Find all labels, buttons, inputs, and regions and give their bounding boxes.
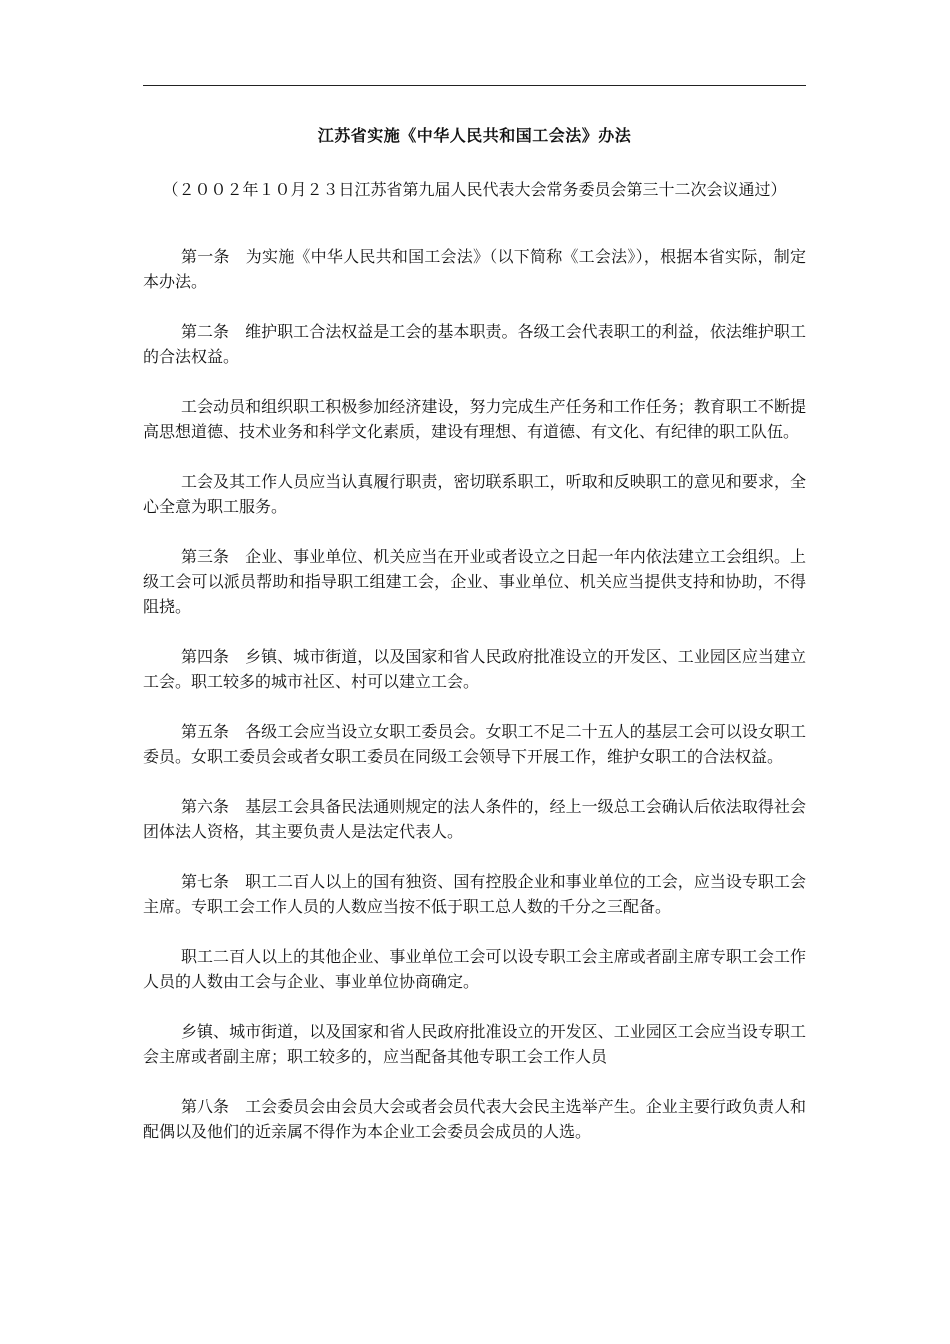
article-label: 第六条 — [181, 797, 230, 816]
document-title: 江苏省实施《中华人民共和国工会法》办法 — [317, 126, 632, 145]
paragraph-text: 职工二百人以上的其他企业、事业单位工会可以设专职工会主席或者副主席专职工会工作人员的人数由工会与企业、事业单位协商确定。 — [143, 947, 806, 991]
paragraph-text: 工会动员和组织职工积极参加经济建设，努力完成生产任务和工作任务；教育职工不断提高思想道德、技术业务和科学文化素质，建设有理想、有道德、有文化、有纪律的职工队伍。 — [143, 397, 806, 441]
paragraph-9 — [143, 869, 806, 919]
paragraph-text: 工会及其工作人员应当认真履行职责，密切联系职工，听取和反映职工的意见和要求，全心全意为职工服务。 — [143, 472, 806, 516]
article-label: 第一条 — [181, 247, 230, 266]
paragraph-text: 各级工会应当设立女职工委员会。女职工不足二十五人的基层工会可以设女职工委员。女职工委员会或者女职工委员在同级工会领导下开展工作，维护女职工的合法权益。 — [143, 722, 806, 766]
paragraph-4 — [143, 469, 806, 519]
paragraph-text: 乡镇、城市街道，以及国家和省人民政府批准设立的开发区、工业园区工会应当设专职工会主席或者副主席；职工较多的，应当配备其他专职工会工作人员 — [143, 1022, 806, 1066]
paragraph-8 — [143, 794, 806, 844]
article-label: 第五条 — [181, 722, 230, 741]
document-subtitle: （２００２年１０月２３日江苏省第九届人民代表大会常务委员会第三十二次会议通过） — [162, 180, 787, 199]
paragraph-text: 基层工会具备民法通则规定的法人条件的，经上一级总工会确认后依法取得社会团体法人资格，其主要负责人是法定代表人。 — [143, 797, 806, 841]
paragraph-text: 职工二百人以上的国有独资、国有控股企业和事业单位的工会，应当设专职工会主席。专职工会工作人员的人数应当按不低于职工总人数的千分之三配备。 — [143, 872, 806, 916]
paragraph-text: 维护职工合法权益是工会的基本职责。各级工会代表职工的利益，依法维护职工的合法权益。 — [143, 322, 806, 366]
header-rule — [143, 85, 806, 86]
paragraph-3 — [143, 394, 806, 444]
paragraph-text: 乡镇、城市街道，以及国家和省人民政府批准设立的开发区、工业园区应当建立工会。职工较多的城市社区、村可以建立工会。 — [143, 647, 806, 691]
article-label: 第二条 — [181, 322, 230, 341]
article-label: 第八条 — [181, 1097, 230, 1116]
article-label: 第四条 — [181, 647, 230, 666]
paragraph-text: 工会委员会由会员大会或者会员代表大会民主选举产生。企业主要行政负责人和配偶以及他们的近亲属不得作为本企业工会委员会成员的人选。 — [143, 1097, 806, 1141]
paragraph-text: 企业、事业单位、机关应当在开业或者设立之日起一年内依法建立工会组织。上级工会可以派员帮助和指导职工组建工会，企业、事业单位、机关应当提供支持和协助，不得阻挠。 — [143, 547, 806, 616]
document-body — [143, 244, 806, 1169]
paragraph-12 — [143, 1094, 806, 1144]
paragraph-text: 为实施《中华人民共和国工会法》（以下简称《工会法》），根据本省实际，制定本办法。 — [143, 247, 806, 291]
article-label: 第七条 — [181, 872, 230, 891]
paragraph-11 — [143, 1019, 806, 1069]
paragraph-2 — [143, 319, 806, 369]
paragraph-6 — [143, 644, 806, 694]
paragraph-10 — [143, 944, 806, 994]
paragraph-7 — [143, 719, 806, 769]
paragraph-5 — [143, 544, 806, 619]
paragraph-1 — [143, 244, 806, 294]
article-label: 第三条 — [181, 547, 230, 566]
